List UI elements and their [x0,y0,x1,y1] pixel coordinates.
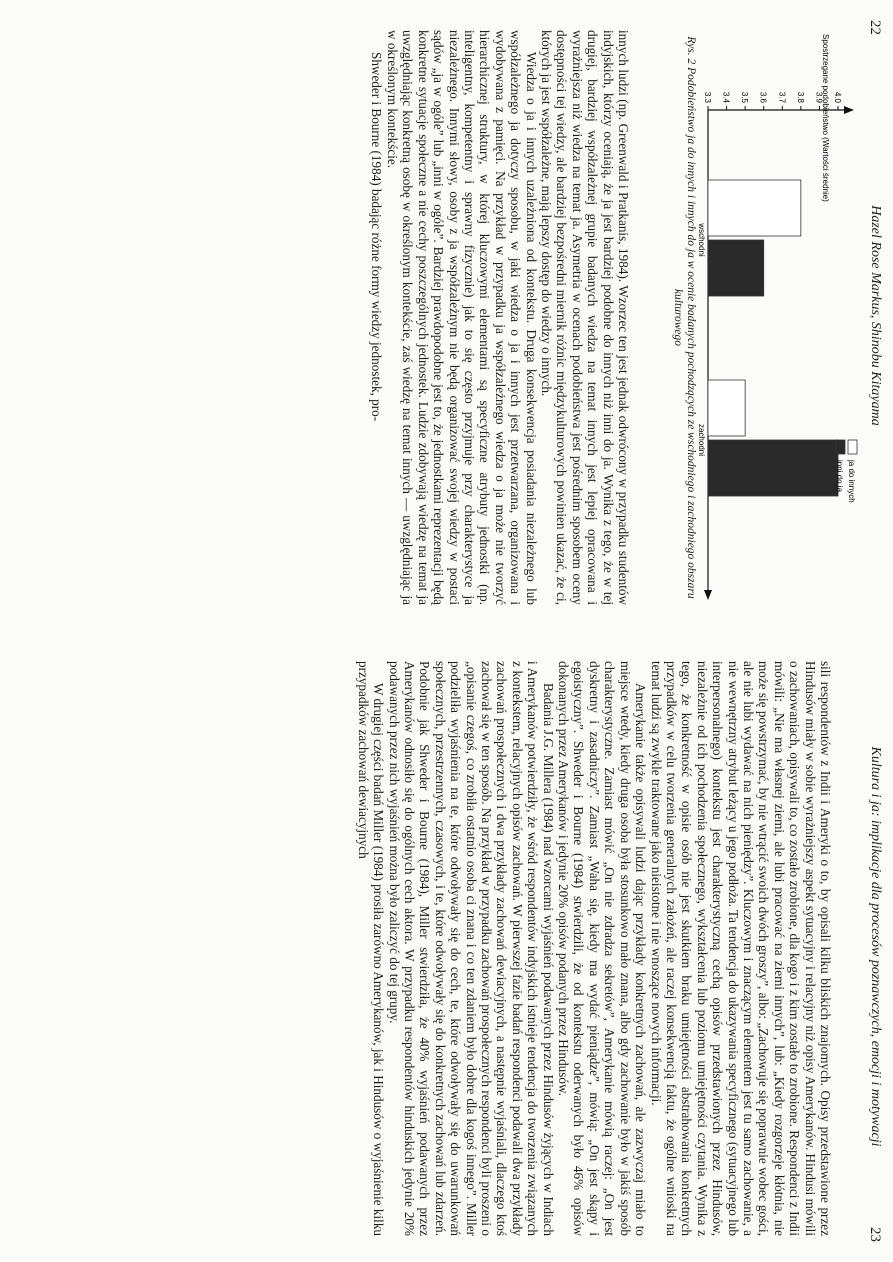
legend-swatch [848,440,857,454]
y-tick-label: 3.7 [777,91,787,103]
running-header [859,651,883,1242]
similarity-chart [698,20,863,620]
paragraph: W drugiej części badań Miller (1984) prosiła zarówno Amerykanów, jak i Hindusów o wyjaśnienie kilku przypadków zachowań dewiacyjnych [355,661,387,1237]
left-body-text [369,30,631,605]
paragraph: Amerykanie także opisywali ludzi dając przykłady konkretnych zachowań, ale zazwyczaj miało to miejsce wtedy, kiedy druga osoba była stosunkowo mało znana, albo gdy zachowanie było w jakiś sposób charakterystyczne. Zamiast mówić „On nie zdradza sekretów”, Amerykanie mówią raczej: „On jest dyskretny i zasadniczy”. Zamiast „Waha się, kiedy ma wydać pieniądze”, mówią: „On jest skąpy i egoistyczny”. Shweder i Bourne (1984) stwierdzili, że od kontekstu oderwanych było 46% opisów dokonanych przez Amerykanów i jedynie 20% opisów podanych przez Hindusów. [556,661,649,1236]
y-tick-label: 3.6 [758,91,768,103]
y-tick-label: 3.4 [721,91,731,103]
page-number: 22 [867,20,883,35]
y-axis-label: Spostrzegane podobieństwo (Wartości średnie) [821,34,830,202]
right-body-text [355,661,833,1236]
page-number: 23 [867,1227,883,1242]
legend-label: inni do ja [835,460,844,493]
bar [708,380,745,436]
figure-caption: Rys. 2 Podobieństwo ja do innych i innych do ja w ocenie badanych pochodzących ze wschodniego i zachodniego obszaru kulturowego [672,36,697,599]
y-axis-arrow [844,106,854,114]
running-head-title: Hazel Rose Markus, Shinobu Kitayama [868,205,883,426]
category-label: wschodni [697,223,706,257]
paragraph: Shweder i Bourne (1984) badając różne formy wiedzy jednostek, pro- [369,52,385,422]
y-tick-label: 3.9 [814,91,824,103]
chart-svg [698,20,863,620]
x-axis-arrow [704,590,712,600]
paragraph: innych ludzi (np. Greenwald i Pratkanis, 1984). Wzorzec ten jest jednak odwrócony w przypadku studentów indyjskich, którzy oceniają, że ja jest bardziej podobne do innych niż inni do ja. Wynika z tego, że w tej drugiej, bardziej współzależnej grupie badanych wiedza na temat innych jest lepiej opracowana i wyrażniejsza niż wiedza na temat ja. Asymetria w ocenach podobieństwa jest pośrednim sposobem oceny dostępności tej wiedzy, ale bardziej bezpośredni miernik różnic międzykulturowych powinien ukazać, że ci, których ja jest współzależne, mają lepszy dostęp do wiedzy o innych. [538,30,631,605]
bar [708,240,764,296]
bar [708,180,801,236]
category-label: zachodni [697,423,706,457]
paragraph: sili respondentów z Indii i Ameryki o to, by opisali kilku bliskich znajomych. Opisy przedstawione przez Hindusów miały w sobie wyrażniejszy aspekt sytuacyjny i relacyjny niż opisy Amerykanów. Hindusi mówili o zachowaniach, opisywali to, co zostało zrobione, dla kogo i z kim zostało to zrobione. Respondenci z Indii mówili: „Nie ma własnej ziemi, ale lubi pracować na ziemi innych”, lub: „Kiedy rozgorzeje kłótnia, nie może się powstrzymać, by nie wtrącić swoich dwóch groszy”, albo: „Zachowuje się poprawnie wobec gości, ale nie lubi wydawać na nich pieniędzy”. Kluczowym i znaczącym elementem jest tu samo zachowanie, a nie wewnętrzny atrybut leżący u jego podłoża. Ta tendencja do ukazywania specyficznego (sytuacyjnego lub interpersonalnego) kontekstu jest charakterystyczną cechą opisów przedstawionych przez Hindusów, niezależnie od ich pochodzenia społecznego, wykształcenia lub poziomu umiejętności czytania. Wynika z tego, że konkretność w opisie osób nie jest skutkiem braku umiejętności abstrahowania konkretnych przypadków w celu tworzenia generalnych założeń, ale raczej konsekwencją faktu, że ogólne wnioski na temat ludzi są zwykle traktowane jako nieistotne i nie wnoszące nowych informacji. [648,661,833,1236]
paragraph: Wiedza o ja i innych uzależniona od kontekstu. Druga konsekwencja posiadania niezależnego lub współzależnego ja dotyczy sposobu, w jaki wiedza o ja i innych jest przetwarzana, organizowana i wydobywana z pamięci. Na przykład w przypadku ja współzależnego wiedza o ja może nie tworzyć hierarchicznej struktury, w której kluczowymi elementami są specyficzne atrybuty jednostki (np. inteligentny, kompetentny i sprawny fizycznie) jak to się często przyjmuje przy charakterystyce ja niezależnego. Innymi słowy, osoby z ja współzależnym nie będą organizować swojej wiedzy w postaci sądów „ja w ogóle” lub „inni w ogóle”. Bardziej prawdopodobne jest to, że jednostkami reprezentacji będą konkretne sytuacje społeczne a nie cechy poszczególnych jednostek. Ludzie zdobywają wiedzę na temat ja uwzględniając konkretną osobę w określonym kontekście, zaś wiedzę na temat innych — uwzględniając ja w określonym kontekście. [384,30,539,605]
legend-label: ja do innych [847,460,856,503]
y-tick-label: 3.3 [703,91,712,103]
y-tick-label: 3.5 [740,91,750,103]
paragraph: Badania J.G. Millera (1984) nad wzorcami wyjaśnień podawanych przez Hindusów żyjących w Indiach i Amerykanów potwierdziły, że wśród respondentów indyjskich istnieje tendencja do tworzenia związanych z kontekstem, relacyjnych opisów zachowań. W pierwszej fazie badań respondenci podawali dwa przykłady zachowań prospołecznych i dwa przykłady zachowań dewiacyjnych, a następnie wyjaśniali, dlaczego ktoś zachował się w ten sposób. Na przykład w przypadku zachowań prospołecznych respondenci byli proszeni o „opisanie czegoś, co zrobiła ostatnio osoba ci znana i co ten zdaniem było dobre dla kogoś innego”. Miller podzieliła wyjaśnienia na te, które odwoływały się do cech, te, które odwoływały się do uwarunkowań społecznych, przestrzennych, czasowych, i te, które odwoływały się do konkretnych zachowań lub zdarzeń. Podobnie jak Shweder i Bourne (1984), Miller stwierdziła, że 40% wyjaśnień podawanych przez Amerykanów odnosiło się do ogólnych cech aktora. W przypadku respondentów hinduskich jedynie 20% podawanych przez nich wyjaśnień można było zaliczyć do tej grupy. [386,661,556,1236]
y-tick-label: 4.0 [833,91,842,103]
running-head-title: Kultura i ja: implikacje dla procesów poznawczych, emocji i motywacji [868,746,883,1147]
legend-swatch [836,440,845,454]
y-tick-label: 3.8 [795,91,805,103]
page-23 [0,631,893,1262]
bar [708,440,838,496]
